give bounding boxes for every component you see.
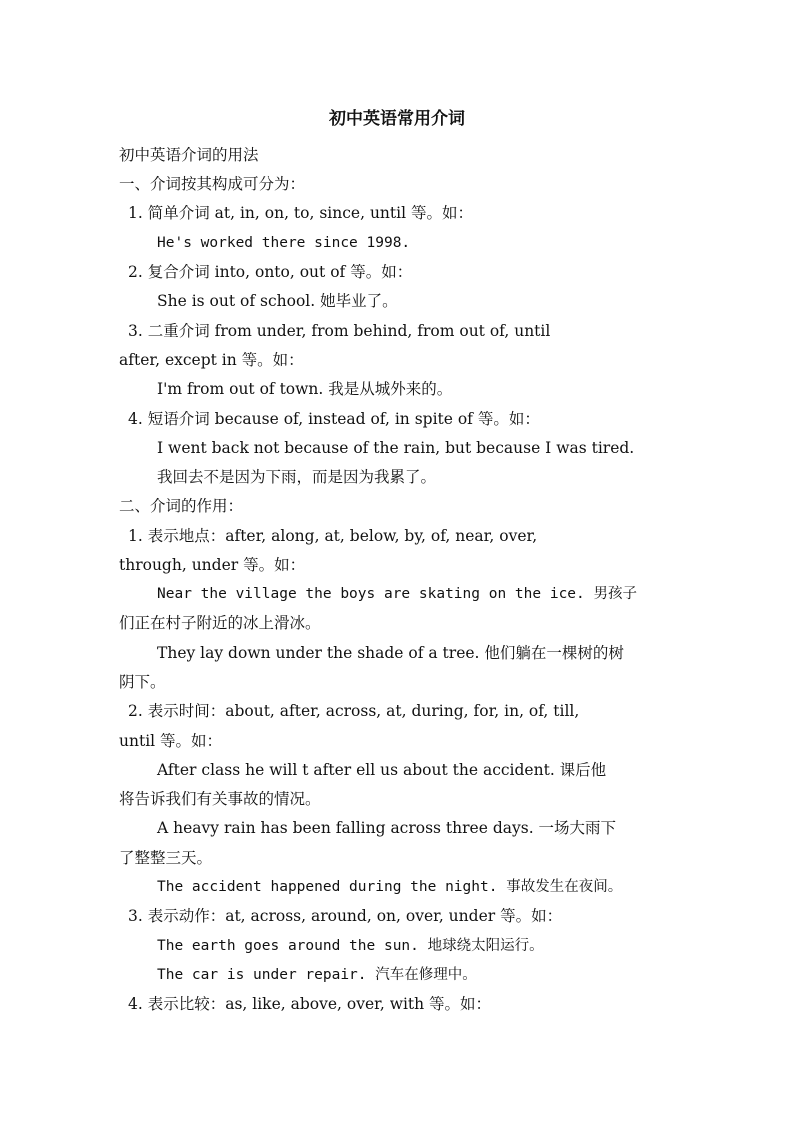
example-sentence: I'm from out of town. 我是从城外来的。 (157, 380, 453, 398)
example-sentence: The earth goes around the sun. 地球绕太阳运行。 (157, 938, 544, 954)
list-item: 3. 表示动作：at, across, around, on, over, under 等。如： (128, 907, 563, 925)
section-heading: 初中英语介词的用法 (119, 146, 259, 164)
example-sentence: He's worked there since 1998. (157, 235, 411, 251)
section-heading: 一、介词按其构成可分为： (119, 175, 306, 193)
example-sentence: The car is under repair. 汽车在修理中。 (157, 967, 477, 983)
list-item: 1. 表示地点：after, along, at, below, by, of, near, over, (128, 527, 538, 545)
example-continuation: 了整整三天。 (119, 849, 213, 867)
list-item: 2. 复合介词 into, onto, out of 等。如： (128, 263, 413, 281)
example-sentence: After class he will t after ell us about the accident. 课后他 (157, 761, 607, 779)
example-sentence: A heavy rain has been falling across three days. 一场大雨下 (157, 819, 617, 837)
list-item: 1. 简单介词 at, in, on, to, since, until 等。如： (128, 204, 473, 222)
section-heading: 二、介词的作用： (119, 497, 244, 515)
list-item-continuation: through, under 等。如： (119, 556, 306, 574)
example-continuation: 将告诉我们有关事故的情况。 (119, 790, 321, 808)
list-item-continuation: until 等。如： (119, 732, 223, 750)
example-translation: 我回去不是因为下雨，而是因为我累了。 (157, 468, 437, 486)
document-title: 初中英语常用介词 (329, 109, 465, 129)
example-continuation: 们正在村子附近的冰上滑冰。 (119, 614, 321, 632)
list-item-continuation: after, except in 等。如： (119, 351, 304, 369)
example-sentence: Near the village the boys are skating on the ice. 男孩子 (157, 586, 637, 602)
example-sentence: She is out of school. 她毕业了。 (157, 292, 398, 310)
example-sentence: The accident happened during the night. 事故发生在夜间。 (157, 879, 623, 895)
list-item: 3. 二重介词 from under, from behind, from out of, until (128, 322, 551, 340)
example-continuation: 阴下。 (119, 673, 166, 691)
list-item: 2. 表示时间：about, after, across, at, during, for, in, of, till, (128, 702, 580, 720)
list-item: 4. 短语介词 because of, instead of, in spite of 等。如： (128, 410, 540, 428)
example-sentence: I went back not because of the rain, but because I was tired. (157, 439, 635, 457)
list-item: 4. 表示比较：as, like, above, over, with 等。如： (128, 995, 492, 1013)
example-sentence: They lay down under the shade of a tree. 他们躺在一棵树的树 (157, 644, 624, 662)
